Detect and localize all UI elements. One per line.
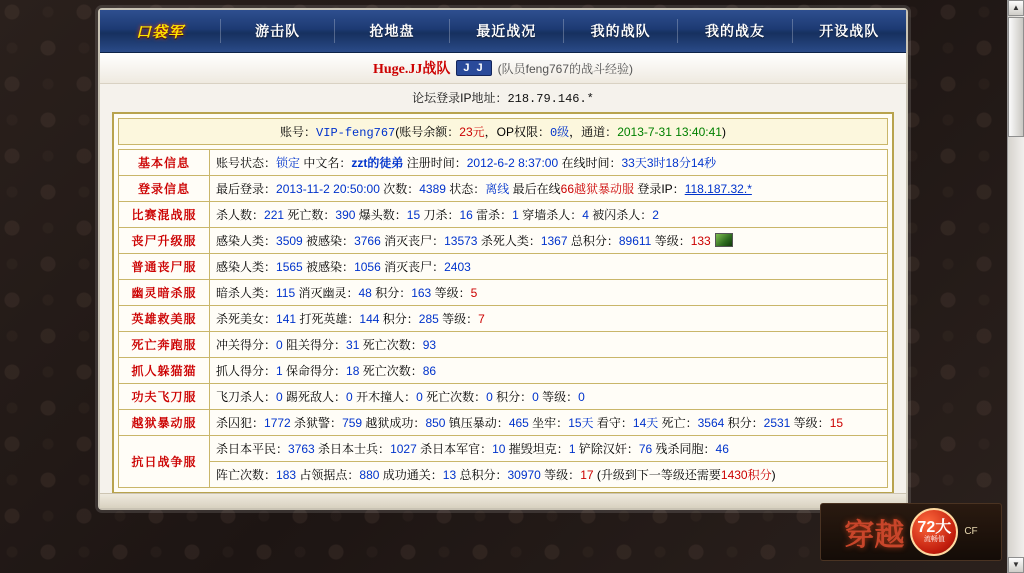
stat-label: 死亡次数： xyxy=(359,338,423,352)
stat-label: 杀日本士兵： xyxy=(314,442,391,456)
stat-value: 17 xyxy=(580,468,594,482)
rank-badge-icon xyxy=(715,233,733,247)
stat-value: 0 xyxy=(532,390,539,404)
stat-value: 3766 xyxy=(354,234,381,248)
clan-badge-icon: J J xyxy=(456,60,491,76)
stat-label: 等级： xyxy=(538,390,579,404)
table-row xyxy=(119,384,888,410)
stat-row-values xyxy=(210,332,888,358)
stat-label: 镇压暴动： xyxy=(445,416,509,430)
stat-label: 阵亡次数： xyxy=(216,468,277,482)
account-summary-bar xyxy=(118,118,888,145)
table-row xyxy=(119,150,888,176)
table-row xyxy=(119,202,888,228)
stat-value: 46 xyxy=(715,442,729,456)
stat-label: 成功通关： xyxy=(379,468,443,482)
stat-value: 2403 xyxy=(444,260,471,274)
table-row xyxy=(119,462,888,488)
stat-label: 死亡数： xyxy=(284,208,336,222)
stat-label: 状态： xyxy=(445,182,486,196)
stat-value: 2 xyxy=(652,208,659,222)
nav-item-territory[interactable]: 抢地盘 xyxy=(369,23,415,39)
stat-value: 48 xyxy=(358,286,372,300)
nav-item-create-clan[interactable]: 开设战队 xyxy=(819,23,880,39)
stat-label: 等级： xyxy=(431,286,471,300)
table-row xyxy=(119,436,888,462)
stat-row-label: 幽灵暗杀服 xyxy=(119,280,210,306)
forum-ip-value: 218.79.146.* xyxy=(507,92,594,106)
stat-label: 爆头数： xyxy=(355,208,407,222)
table-row xyxy=(119,410,888,436)
stat-label: 雷杀： xyxy=(472,208,513,222)
stat-label: 死亡次数： xyxy=(359,364,423,378)
stat-value: 465 xyxy=(508,416,529,430)
stat-value: 89611 xyxy=(618,234,652,248)
table-row xyxy=(119,332,888,358)
table-row xyxy=(119,228,888,254)
stat-value: 390 xyxy=(335,208,356,222)
stat-row-label: 功夫飞刀服 xyxy=(119,384,210,410)
stat-label: 占领据点： xyxy=(296,468,360,482)
stat-value: 66越狱暴动服 xyxy=(560,182,634,196)
stat-value: 86 xyxy=(422,364,437,378)
stat-label: 积分： xyxy=(379,312,419,326)
stat-value: zzt的徒弟 xyxy=(351,156,404,170)
clan-name: Huge.JJ战队 xyxy=(372,62,451,77)
stat-row-values xyxy=(210,358,888,384)
stat-label: 抓人得分： xyxy=(216,364,277,378)
stat-label: 杀人数： xyxy=(216,208,265,222)
stat-value: 5 xyxy=(470,286,478,300)
stat-label: 暗杀人类： xyxy=(216,286,277,300)
stat-row-values xyxy=(210,410,888,436)
stat-label: 杀囚犯： xyxy=(216,416,265,430)
stat-value: 4 xyxy=(582,208,589,222)
stat-value: 1 xyxy=(276,364,283,378)
stat-label: 开木撞人： xyxy=(352,390,417,404)
stat-label: 杀日本平民： xyxy=(216,442,289,456)
watermark-title: 穿越 xyxy=(844,519,905,552)
stat-label: 总积分： xyxy=(567,234,619,248)
stat-label: 中文名： xyxy=(300,156,352,170)
table-row xyxy=(119,176,888,202)
nav-item-guerrilla[interactable]: 游击队 xyxy=(255,23,301,39)
watermark-badge-number: 72大 xyxy=(917,518,952,536)
stat-label: 感染人类： xyxy=(216,260,277,274)
stat-row-values xyxy=(210,150,888,176)
stat-value: 221 xyxy=(264,208,285,222)
stat-label: 积分： xyxy=(371,286,412,300)
stat-value: 离线 xyxy=(485,182,510,196)
watermark-subtext: CF xyxy=(964,526,978,537)
stat-label: 最后登录： xyxy=(216,182,277,196)
stat-label: 杀日本军官： xyxy=(416,442,493,456)
stat-value: 0 xyxy=(276,338,283,352)
table-row xyxy=(119,254,888,280)
scroll-down-icon[interactable]: ▼ xyxy=(1008,557,1024,573)
stat-label: 被感染： xyxy=(302,260,355,274)
stat-value: 0 xyxy=(346,390,353,404)
stat-value: 4389 xyxy=(419,182,446,196)
stats-table xyxy=(118,149,888,488)
stat-label: 冲关得分： xyxy=(216,338,277,352)
stat-label: 感染人类： xyxy=(216,234,277,248)
stat-label: 坐牢： xyxy=(528,416,569,430)
stat-value: 133 xyxy=(690,234,711,248)
stat-row-values xyxy=(210,462,888,488)
scrollbar-thumb[interactable] xyxy=(1008,17,1024,137)
stat-value: 1430积分 xyxy=(720,468,772,482)
watermark-badge xyxy=(910,508,958,556)
stat-value: 3509 xyxy=(276,234,303,248)
stat-value: 0 xyxy=(276,390,283,404)
stat-value: 31 xyxy=(346,338,360,352)
stat-value: 144 xyxy=(359,312,380,326)
channel-value: 2013-7-31 13:40:41 xyxy=(617,125,722,139)
stat-label: 阻关得分： xyxy=(282,338,347,352)
stat-value: 7 xyxy=(478,312,485,326)
stat-value: 0 xyxy=(486,390,493,404)
stat-value: 163 xyxy=(411,286,432,300)
stat-label: 最后在线 xyxy=(509,182,561,196)
stat-value[interactable]: 118.187.32.* xyxy=(684,182,752,196)
stat-row-label: 英雄救美服 xyxy=(119,306,210,332)
stat-row-values xyxy=(210,254,888,280)
stat-row-values xyxy=(210,436,888,462)
stat-row-label: 基本信息 xyxy=(119,150,210,176)
stat-value: 14天 xyxy=(632,416,659,430)
stat-value: 3564 xyxy=(697,416,725,430)
stat-value: 759 xyxy=(342,416,363,430)
page-footer-edge xyxy=(100,493,906,508)
stat-label: 死亡次数： xyxy=(422,390,487,404)
stat-label: 越狱成功： xyxy=(362,416,426,430)
scroll-up-icon[interactable]: ▲ xyxy=(1008,0,1024,16)
channel-label: ，通道： xyxy=(569,125,618,139)
stat-row-values xyxy=(210,176,888,202)
nav-logo[interactable]: 口袋军 xyxy=(135,23,184,41)
stat-label: 杀死美女： xyxy=(216,312,277,326)
forum-ip-row xyxy=(100,84,906,110)
stat-value: 33天3时18分14秒 xyxy=(621,156,717,170)
stat-value: 1772 xyxy=(264,416,291,430)
stat-row-label: 比赛混战服 xyxy=(119,202,210,228)
stats-frame xyxy=(112,112,894,494)
game-stats-page xyxy=(98,8,908,510)
stat-value: 1367 xyxy=(540,234,568,248)
stat-value: 1 xyxy=(512,208,519,222)
stat-label: 保命得分： xyxy=(282,364,347,378)
stat-label: 被闪杀人： xyxy=(588,208,653,222)
op-label: ，OP权限： xyxy=(484,125,550,139)
stat-value: 76 xyxy=(638,442,653,456)
account-bar-tail: ) xyxy=(721,125,726,139)
stat-label: 刀杀： xyxy=(420,208,460,222)
account-value: VIP-feng767 xyxy=(316,126,396,140)
nav-item-my-clan[interactable]: 我的战队 xyxy=(590,23,651,39)
stat-label: 次数： xyxy=(379,182,420,196)
stat-row-label: 登录信息 xyxy=(119,176,210,202)
stat-value: 1027 xyxy=(390,442,417,456)
stat-value: 850 xyxy=(425,416,446,430)
stat-label: 等级： xyxy=(438,312,479,326)
stat-value: 285 xyxy=(418,312,439,326)
clan-title-bar xyxy=(100,53,906,84)
stat-label: 等级： xyxy=(790,416,830,430)
op-value: 0级 xyxy=(549,126,570,140)
stat-value: 1565 xyxy=(276,260,303,274)
stat-label: 死亡： xyxy=(658,416,698,430)
window-scrollbar[interactable] xyxy=(1007,0,1024,573)
stat-label: 登录IP： xyxy=(634,182,685,196)
balance-value: 23元 xyxy=(459,125,485,139)
stat-value: 141 xyxy=(276,312,297,326)
stat-label: 飞刀杀人： xyxy=(216,390,277,404)
stat-value: 15天 xyxy=(568,416,594,430)
table-row xyxy=(119,306,888,332)
stat-value: 1 xyxy=(568,442,576,456)
stat-label: 账号状态： xyxy=(216,156,277,170)
stat-label: 在线时间： xyxy=(558,156,622,170)
stat-row-label: 越狱暴动服 xyxy=(119,410,210,436)
stat-label: 踢死敌人： xyxy=(282,390,347,404)
stat-value: 10 xyxy=(492,442,506,456)
stat-row-values xyxy=(210,228,888,254)
stat-value: 0 xyxy=(578,390,585,404)
stat-value: 15 xyxy=(406,208,421,222)
stat-label: 注册时间： xyxy=(403,156,467,170)
nav-item-my-friends[interactable]: 我的战友 xyxy=(704,23,765,39)
stat-value: 93 xyxy=(422,338,437,352)
table-row xyxy=(119,358,888,384)
stat-label: 总积分： xyxy=(456,468,508,482)
stat-value: 16 xyxy=(459,208,473,222)
watermark-logo xyxy=(820,503,1002,561)
stat-label: 杀死人类： xyxy=(477,234,541,248)
watermark-badge-text: 流畅值 xyxy=(923,535,945,543)
stat-label: ) xyxy=(771,468,776,482)
stat-value: 115 xyxy=(276,286,296,300)
stat-label: 穿墙杀人： xyxy=(518,208,583,222)
stat-value: 1056 xyxy=(354,260,381,274)
stat-value: 18 xyxy=(346,364,360,378)
stat-label: 消灭丧尸： xyxy=(380,260,445,274)
stat-value: 0 xyxy=(416,390,423,404)
stat-label: 残杀同胞： xyxy=(652,442,716,456)
stat-label: 消灭丧尸： xyxy=(380,234,445,248)
stat-label: 铲除汉奸： xyxy=(575,442,639,456)
stat-value: 880 xyxy=(359,468,380,482)
stat-label: 等级： xyxy=(651,234,691,248)
stat-value: 183 xyxy=(276,468,297,482)
stat-value: 13573 xyxy=(444,234,478,248)
stat-label: (升级到下一等级还需要 xyxy=(593,468,721,482)
stat-row-values xyxy=(210,280,888,306)
table-row xyxy=(119,280,888,306)
stat-label: 被感染： xyxy=(302,234,355,248)
stat-label: 等级： xyxy=(540,468,581,482)
stat-value: 2531 xyxy=(763,416,791,430)
stat-row-label: 丧尸升级服 xyxy=(119,228,210,254)
nav-item-recent-battles[interactable]: 最近战况 xyxy=(476,23,537,39)
balance-label: (账号余额： xyxy=(395,125,460,139)
stat-label: 杀狱警： xyxy=(290,416,343,430)
stat-row-label: 普通丧尸服 xyxy=(119,254,210,280)
stat-value: 锁定 xyxy=(276,156,301,170)
stat-label: 消灭幽灵： xyxy=(295,286,359,300)
account-label: 账号： xyxy=(280,125,317,139)
stat-value: 13 xyxy=(442,468,457,482)
clan-subtitle: (队员feng767的战斗经验) xyxy=(497,61,634,76)
stat-row-values xyxy=(210,202,888,228)
stat-value: 3763 xyxy=(288,442,315,456)
stat-label: 摧毁坦克： xyxy=(505,442,569,456)
stat-row-label: 抗日战争服 xyxy=(119,436,210,488)
stat-row-label: 抓人躲猫猫 xyxy=(119,358,210,384)
forum-ip-label: 论坛登录IP地址： xyxy=(412,91,508,105)
stat-value: 2012-6-2 8:37:00 xyxy=(466,156,559,170)
stat-row-values xyxy=(210,306,888,332)
stat-value: 15 xyxy=(829,416,844,430)
stat-label: 看守： xyxy=(593,416,633,430)
stat-row-values xyxy=(210,384,888,410)
stat-value: 2013-11-2 20:50:00 xyxy=(276,182,380,196)
top-navigation xyxy=(100,10,906,53)
stat-value: 30970 xyxy=(507,468,541,482)
stat-label: 积分： xyxy=(492,390,533,404)
stat-label: 积分： xyxy=(724,416,764,430)
stat-label: 打死英雄： xyxy=(296,312,360,326)
stat-row-label: 死亡奔跑服 xyxy=(119,332,210,358)
